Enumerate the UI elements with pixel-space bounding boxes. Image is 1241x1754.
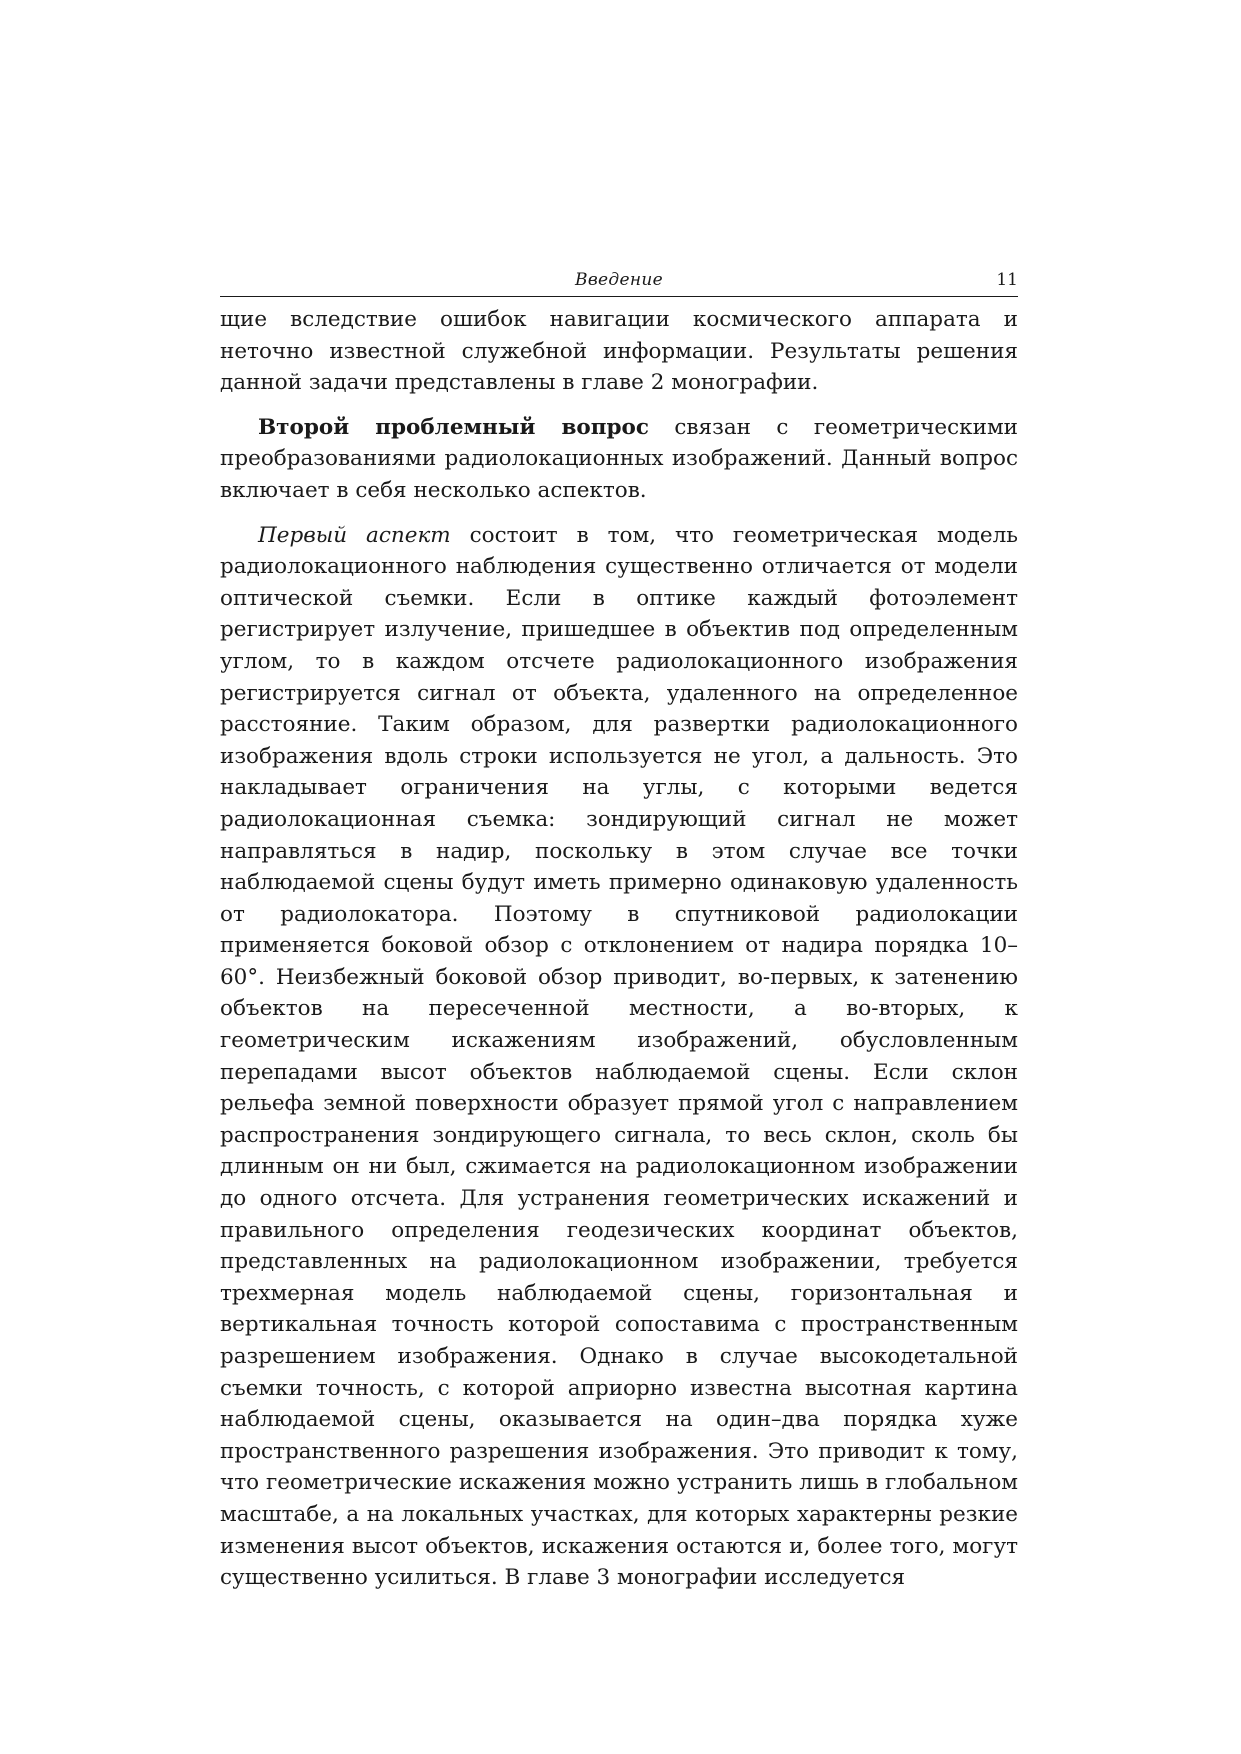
paragraph-text: связан с геометрическими преобразованиями радиолокационных изображений. Данный вопрос включает в себя несколько аспектов. [220, 414, 1018, 503]
book-page [220, 268, 1018, 1607]
paragraph-text: состоит в том, что геометрическая модель радиолокационного наблюдения существенно отличается от модели оптической съемки. Если в оптике каждый фотоэлемент регистрирует излучение, пришедшее в объектив под определенным углом, то в каждом отсчете радиолокационного изображения регистрируется сигнал от объекта, удаленного на определенное расстояние. Таким образом, для развертки радиолокационного изображения вдоль строки используется не угол, а дальность. Это накладывает ограничения на углы, с которыми ведется радиолокационная съемка: зондирующий сигнал не может направляться в надир, поскольку в этом случае все точки наблюдаемой сцены будут иметь примерно одинаковую удаленность от радиолокатора. Поэтому в спутниковой радиолокации применяется боковой обзор с отклонением от надира порядка 10–60°. Неизбежный боковой обзор приводит, во-первых, к затенению объектов на пересеченной местности, а во-вторых, к геометрическим искажениям изображений, обусловленным перепадами высот объектов наблюдаемой сцены. Если склон рельефа земной поверхности образует прямой угол с направлением распространения зондирующего сигнала, то весь склон, сколь бы длинным он ни был, сжимается на радиолокационном изображении до одного отсчета. Для устранения геометрических искажений и правильного определения геодезических координат объектов, представленных на радиолокационном изображении, требуется трехмерная модель наблюдаемой сцены, горизонтальная и вертикальная точность которой сопоставима с пространственным разрешением изображения. Однако в случае высокодетальной съемки точность, с которой априорно известна высотная картина наблюдаемой сцены, оказывается на один–два порядка хуже пространственного разрешения изображения. Это приводит к тому, что геометрические искажения можно устранить лишь в глобальном масштабе, а на локальных участках, для которых характерны резкие изменения высот объектов, искажения остаются и, более того, могут существенно усилиться. В главе 3 монографии исследуется [220, 522, 1018, 1591]
running-header [220, 268, 1018, 297]
paragraph-second-question [220, 412, 1018, 507]
paragraph-lead-bold: Второй проблемный вопрос [258, 414, 649, 440]
paragraph-first-aspect [220, 520, 1018, 1594]
paragraph-text: щие вследствие ошибок навигации космического аппарата и неточно известной служебной информации. Результаты решения данной задачи представлены в главе 2 монографии. [220, 307, 1018, 396]
body-text [220, 304, 1018, 1594]
page-number: 11 [996, 270, 1018, 290]
paragraph-lead-italic: Первый аспект [258, 522, 451, 548]
running-title: Введение [575, 270, 663, 290]
paragraph-continued [220, 304, 1018, 399]
